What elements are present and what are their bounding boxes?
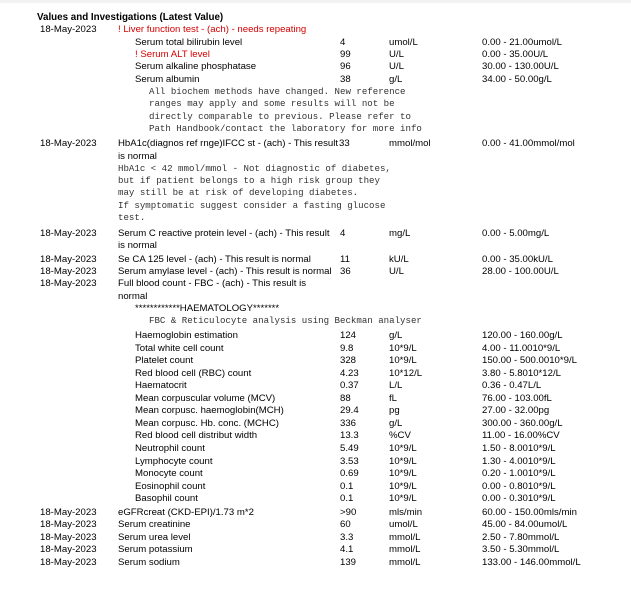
crp-name: Serum C reactive protein level - (ach) - This result (118, 228, 330, 239)
hba1c-name: HbA1c(diagnos ref rnge)IFCC st - (ach) - This result (118, 138, 339, 149)
hba1c-note-line: HbA1c < 42 mmol/mmol - Not diagnostic of diabetes, (118, 163, 391, 174)
lft-row-name: Serum total bilirubin level (135, 37, 243, 48)
fbc-row-range: 150.00 - 500.0010*9/L (482, 355, 577, 367)
fbc-row-value: 3.53 (340, 455, 359, 467)
chem-row-name: eGFRcreat (CKD-EPI)/1.73 m*2 (118, 507, 254, 518)
fbc-row-unit: 10*9/L (389, 342, 417, 354)
chem-row-value: 3.3 (340, 531, 354, 543)
fbc-row-value: 88 (340, 392, 351, 404)
ca125-value: 11 (340, 254, 350, 265)
hba1c-note-line: but if patient belongs to a high risk group they (118, 175, 380, 186)
fbc-row-unit: 10*9/L (389, 493, 417, 505)
chem-row-date: 18-May-2023 (40, 507, 97, 518)
chem-row-date: 18-May-2023 (40, 519, 97, 531)
fbc-row-name: Mean corpuscular volume (MCV) (135, 392, 276, 404)
lft-row-range: 0.00 - 21.00umol/L (482, 37, 563, 48)
fbc-row-value: 0.69 (340, 468, 359, 480)
chem-row-value: 139 (340, 556, 357, 568)
chem-row-value: >90 (340, 507, 357, 518)
crp-value: 4 (340, 228, 346, 239)
chem-row-unit: mls/min (389, 507, 423, 518)
lft-row-unit: U/L (389, 49, 404, 60)
chem-row-name: Serum creatinine (118, 519, 191, 531)
fbc-name-cont: normal (118, 291, 148, 302)
date-hba1c: 18-May-2023 (40, 138, 97, 149)
hba1c-value: 33 (339, 138, 350, 149)
chem-row-date: 18-May-2023 (40, 544, 97, 556)
lft-row-name-alt: ! Serum ALT level (135, 49, 210, 60)
lft-row-value: 96 (340, 61, 351, 72)
fbc-row-range: 3.80 - 5.8010*12/L (482, 367, 561, 379)
fbc-note: FBC & Reticulocyte analysis using Beckman analyser (149, 315, 422, 326)
date-ca125: 18-May-2023 (40, 254, 97, 265)
chem-row-range: 60.00 - 150.00mls/min (482, 507, 577, 518)
crp-range: 0.00 - 5.00mg/L (482, 228, 550, 239)
chem-row-unit: umol/L (389, 519, 418, 531)
fbc-row-unit: 10*12/L (389, 367, 423, 379)
fbc-row-value: 336 (340, 417, 357, 429)
lft-title: ! Liver function test - (ach) - needs repeating (118, 24, 307, 35)
fbc-row-value: 13.3 (340, 430, 359, 442)
lft-row-range: 34.00 - 50.00g/L (482, 74, 552, 85)
hba1c-note-line: test. (118, 212, 146, 223)
fbc-row-name: Basophil count (135, 493, 198, 505)
fbc-row-range: 0.00 - 0.8010*9/L (482, 480, 556, 492)
date-amylase: 18-May-2023 (40, 266, 97, 277)
fbc-row-unit: 10*9/L (389, 480, 417, 492)
chem-row-unit: mmol/L (389, 556, 421, 568)
lft-row-unit: umol/L (389, 37, 418, 48)
crp-unit: mg/L (389, 228, 411, 239)
fbc-row-unit: L/L (389, 380, 403, 392)
hba1c-note-line: may still be at risk of developing diabetes. (118, 187, 359, 198)
hba1c-name-cont: is normal (118, 151, 157, 162)
chem-row-range: 45.00 - 84.00umol/L (482, 519, 568, 531)
fbc-row-range: 300.00 - 360.00g/L (482, 417, 563, 429)
fbc-row-name: Red blood cell distribut width (135, 430, 258, 442)
hba1c-note-line: If symptomatic suggest consider a fasting glucose (118, 200, 386, 211)
lft-row-value: 4 (340, 37, 346, 48)
lft-note-line: directly comparable to previous. Please refer to (149, 111, 411, 122)
fbc-row-range: 1.50 - 8.0010*9/L (482, 442, 556, 454)
lft-row-range: 30.00 - 130.00U/L (482, 61, 559, 72)
fbc-row-range: 1.30 - 4.0010*9/L (482, 455, 556, 467)
fbc-row-range: 0.36 - 0.47L/L (482, 380, 542, 392)
lft-row-name: Serum albumin (135, 74, 200, 85)
fbc-row-name: Lymphocyte count (135, 455, 213, 467)
amylase-unit: U/L (389, 266, 404, 277)
fbc-row-unit: pg (389, 405, 400, 417)
lft-note-line: Path Handbook/contact the laboratory for more info (149, 123, 422, 134)
date-crp: 18-May-2023 (40, 228, 97, 239)
fbc-row-unit: 10*9/L (389, 468, 417, 480)
lft-row-unit: U/L (389, 61, 404, 72)
fbc-row-range: 11.00 - 16.00%CV (482, 430, 560, 442)
lft-note-line: All biochem methods have changed. New reference (149, 86, 406, 97)
chem-row-date: 18-May-2023 (40, 556, 97, 568)
crp-name-cont: is normal (118, 240, 157, 251)
top-divider (0, 0, 631, 3)
fbc-banner: ************HAEMATOLOGY******* (135, 303, 280, 314)
fbc-row-unit: g/L (389, 417, 403, 429)
fbc-row-value: 0.1 (340, 480, 354, 492)
chem-row-name: Serum potassium (118, 544, 193, 556)
chem-row-range: 3.50 - 5.30mmol/L (482, 544, 560, 556)
fbc-row-unit: 10*9/L (389, 455, 417, 467)
fbc-row-value: 29.4 (340, 405, 359, 417)
fbc-row-name: Haematocrit (135, 380, 187, 392)
fbc-row-name: Eosinophil count (135, 480, 206, 492)
amylase-name: Serum amylase level - (ach) - This result is normal (118, 266, 332, 277)
chem-row-range: 133.00 - 146.00mmol/L (482, 556, 581, 568)
fbc-row-value: 5.49 (340, 442, 359, 454)
date-fbc: 18-May-2023 (40, 278, 97, 289)
fbc-row-name: Mean corpusc. haemoglobin(MCH) (135, 405, 284, 417)
fbc-row-range: 76.00 - 103.00fL (482, 392, 552, 404)
ca125-unit: kU/L (389, 254, 409, 265)
hba1c-range: 0.00 - 41.00mmol/mol (482, 138, 575, 149)
fbc-row-unit: fL (389, 392, 398, 404)
lft-row-name: Serum alkaline phosphatase (135, 61, 257, 72)
chem-row-unit: mmol/L (389, 531, 421, 543)
fbc-row-name: Haemoglobin estimation (135, 330, 238, 341)
ca125-range: 0.00 - 35.00kU/L (482, 254, 553, 265)
hba1c-unit: mmol/mol (389, 138, 431, 149)
lft-row-value: 99 (340, 49, 351, 60)
fbc-name: Full blood count - FBC - (ach) - This result is (118, 278, 307, 289)
fbc-row-value: 0.1 (340, 493, 354, 505)
fbc-row-value: 0.37 (340, 380, 359, 392)
fbc-row-unit: g/L (389, 330, 403, 341)
chem-row-value: 4.1 (340, 544, 354, 556)
fbc-row-unit: 10*9/L (389, 355, 417, 367)
date-lft: 18-May-2023 (40, 24, 97, 35)
chem-row-date: 18-May-2023 (40, 531, 97, 543)
fbc-row-name: Mean corpusc. Hb. conc. (MCHC) (135, 417, 279, 429)
fbc-row-name: Monocyte count (135, 468, 203, 480)
fbc-row-unit: 10*9/L (389, 442, 417, 454)
amylase-range: 28.00 - 100.00U/L (482, 266, 559, 277)
fbc-row-range: 4.00 - 11.0010*9/L (482, 342, 561, 354)
lft-row-value: 38 (340, 74, 351, 85)
lft-note-line: ranges may apply and some results will not be (149, 98, 395, 109)
fbc-row-range: 120.00 - 160.00g/L (482, 330, 563, 341)
fbc-row-value: 4.23 (340, 367, 359, 379)
fbc-row-value: 9.8 (340, 342, 354, 354)
chem-row-range: 2.50 - 7.80mmol/L (482, 531, 560, 543)
lft-row-range: 0.00 - 35.00U/L (482, 49, 549, 60)
chem-row-value: 60 (340, 519, 351, 531)
fbc-row-name: Neutrophil count (135, 442, 205, 454)
ca125-name: Se CA 125 level - (ach) - This result is normal (118, 254, 311, 265)
chem-row-name: Serum urea level (118, 531, 191, 543)
amylase-value: 36 (340, 266, 351, 277)
chem-row-name: Serum sodium (118, 556, 180, 568)
lft-row-unit: g/L (389, 74, 403, 85)
fbc-row-name: Red blood cell (RBC) count (135, 367, 252, 379)
fbc-row-value: 328 (340, 355, 357, 367)
fbc-row-name: Platelet count (135, 355, 194, 367)
fbc-row-range: 0.00 - 0.3010*9/L (482, 493, 556, 505)
page-heading: Values and Investigations (Latest Value) (37, 12, 224, 23)
fbc-row-name: Total white cell count (135, 342, 224, 354)
fbc-row-unit: %CV (389, 430, 411, 442)
fbc-row-range: 0.20 - 1.0010*9/L (482, 468, 556, 480)
chem-row-unit: mmol/L (389, 544, 421, 556)
fbc-row-range: 27.00 - 32.00pg (482, 405, 550, 417)
fbc-row-value: 124 (340, 330, 357, 341)
